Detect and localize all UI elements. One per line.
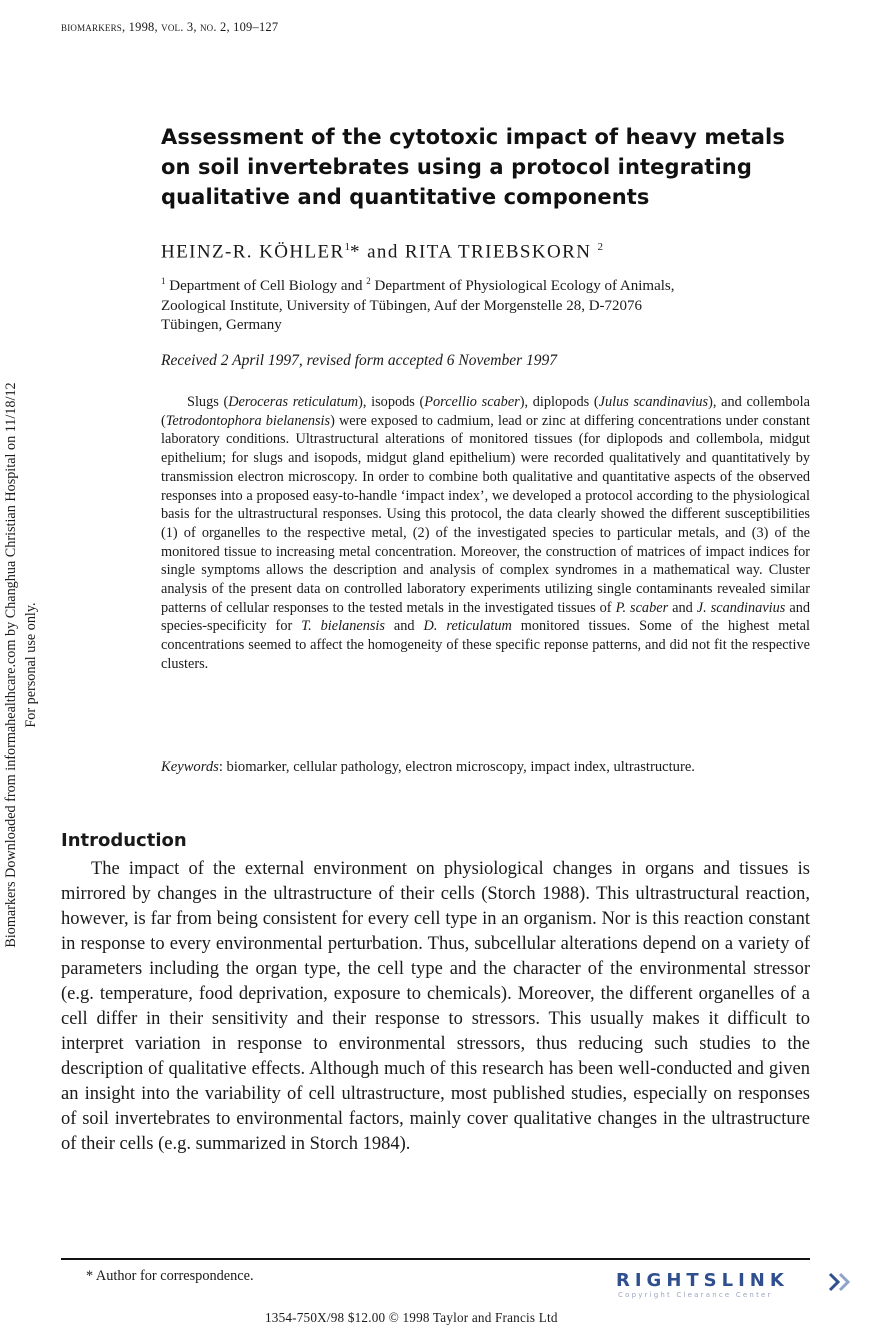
author1-affiliation-mark: 1 (344, 241, 351, 253)
author2-affiliation-mark: 2 (597, 241, 603, 253)
volume-value: . 3, (180, 20, 200, 34)
introduction-paragraph: The impact of the external environment on physiological changes in organs and tissues is mirrored by changes in the ultrastructure of their cells (Storch 1988). This ultrastructural reaction, however, is far from being consistent for every cell type in an organism. Nor is this reaction constant in response to every environmental perturbation. Thus, subcellular alterations depend on a variety of parameters including the organ type, the cell type and the character of the environmental stressor (e.g. temperature, food deprivation, exposure to chemicals). Moreover, the different organelles of a cell differ in their sensitivity and their response to stressors. This usually makes it difficult to interpret variation in response to environmental stressors, thus reducing such studies to the description of qualitative effects. Although much of this research has been well-conducted and given an insight into the variability of cell ultrastructure, most published studies, especially on responses of soil invertebrates to environmental factors, mainly cover qualitative changes in the ultrastructure of their cells (e.g. summarized in Storch 1984). (61, 859, 810, 1154)
species-name: J. scandinavius (696, 599, 786, 616)
abstract-text: and (384, 618, 424, 635)
introduction-body (61, 857, 810, 1157)
footnote-rule (61, 1258, 810, 1260)
affiliation-mark-2: 2 (366, 276, 371, 286)
download-watermark-line-2: For personal use only. (23, 602, 39, 728)
species-name: Tetrodontophora bielanensis (165, 412, 331, 429)
rightslink-arrow-icon (826, 1270, 852, 1294)
affiliation-line-2: Zoological Institute, University of Tübingen, Auf der Morgenstelle 28, D-72076 (161, 297, 643, 314)
keywords-list: : biomarker, cellular pathology, electron microscopy, impact index, ultrastructure. (218, 759, 695, 775)
species-name: P. scaber (615, 599, 669, 616)
section-heading-introduction: Introduction (61, 830, 187, 851)
issue-label: no (199, 19, 214, 34)
abstract-text: ), isopods ( (358, 394, 425, 410)
affiliation-line-1 (161, 272, 811, 297)
keywords (161, 759, 695, 776)
species-name: Deroceras reticulatum (228, 394, 359, 410)
paper-title: Assessment of the cytotoxic impact of heavy metals on soil invertebrates using a protocol integrating qualitative and quantitative components (161, 125, 785, 209)
affiliation-dept-2: Department of Physiological Ecology of Animals, (370, 278, 675, 294)
species-name: Julus scandinavius (598, 394, 709, 410)
affiliation-line-3: Tübingen, Germany (161, 317, 282, 333)
abstract (161, 393, 810, 674)
affiliation-dept-1: Department of Cell Biology and (165, 278, 367, 294)
abstract-paragraph (161, 393, 810, 674)
abstract-text: ), and collembola ( (161, 394, 810, 429)
species-name: Porcellio scaber (424, 394, 520, 410)
abstract-text: and (668, 599, 697, 616)
abstract-text: and species-specificity for (161, 599, 810, 635)
journal-name: biomarkers (61, 19, 123, 34)
abstract-text: ), diplopods ( (519, 394, 599, 410)
abstract-text: ) were exposed to cadmium, lead or zinc at differing concentrations under constant laboratory conditions. Ultrastructural alterations of monitored tissues (for diplopods and collembola, midgut epithelium; for slugs and isopods, midgut gland epithelium) were recorded qualitatively and quantitatively by transmission electron microscopy. In order to combine both qualitative and quantitative aspects of the observed responses into a proposed easy-to-handle ‘impact index’, we developed a protocol according to the physiological basis for the ultrastructural responses. Using this protocol, the data clearly showed the different susceptibilities (1) of organelles to the respective metal, (2) of the investigated species to particular metals, and (3) of the monitored tissue to increasing metal concentration. Moreover, the construction of matrices of impact indices for single symptoms allows the description and analysis of complex syndromes in a mathematical way. Cluster analysis of the present data on controlled laboratory experiments utilizing single contaminants revealed similar patterns of cellular responses to the tested metals in the investigated tissues of (161, 412, 810, 616)
author-connector: * and (350, 241, 405, 263)
issue-year: , 1998, (122, 20, 162, 34)
abstract-text: Slugs ( (187, 394, 229, 410)
download-watermark-line-1: Biomarkers Downloaded from informahealthcare.com by Changhua Christian Hospital on 11/18/12 (3, 382, 19, 948)
footnote-correspondence: * Author for correspondence. (86, 1268, 254, 1284)
received-dates: Received 2 April 1997, revised form accepted 6 November 1997 (161, 352, 557, 369)
author-kohler: HEINZ-R. KÖHLER (161, 241, 345, 263)
affiliation (161, 272, 811, 336)
species-name: T. bielanensis (301, 618, 385, 635)
species-name: D. reticulatum (423, 618, 512, 635)
keywords-label: Keywords (161, 759, 219, 775)
copyright-line: 1354-750X/98 $12.00 © 1998 Taylor and Francis Ltd (265, 1310, 558, 1325)
volume-label: vol (161, 19, 181, 34)
rightslink-logo[interactable] (616, 1270, 852, 1304)
rightslink-logo-subtext: Copyright Clearance Center (618, 1291, 773, 1299)
abstract-text: monitored tissues. Some of the highest metal concentrations seemed to affect the homogeneity of these specific reponse patterns, and did not fit the respective clusters. (161, 618, 810, 672)
affiliation-mark-1: 1 (161, 276, 166, 286)
author-triebskorn: RITA TRIEBSKORN (404, 241, 598, 263)
download-watermark (1, 330, 41, 1000)
running-header (61, 19, 278, 35)
author-list (161, 241, 603, 263)
issue-pages: . 2, 109–127 (213, 20, 279, 34)
rightslink-logo-text: RIGHTSLINK (616, 1270, 789, 1291)
